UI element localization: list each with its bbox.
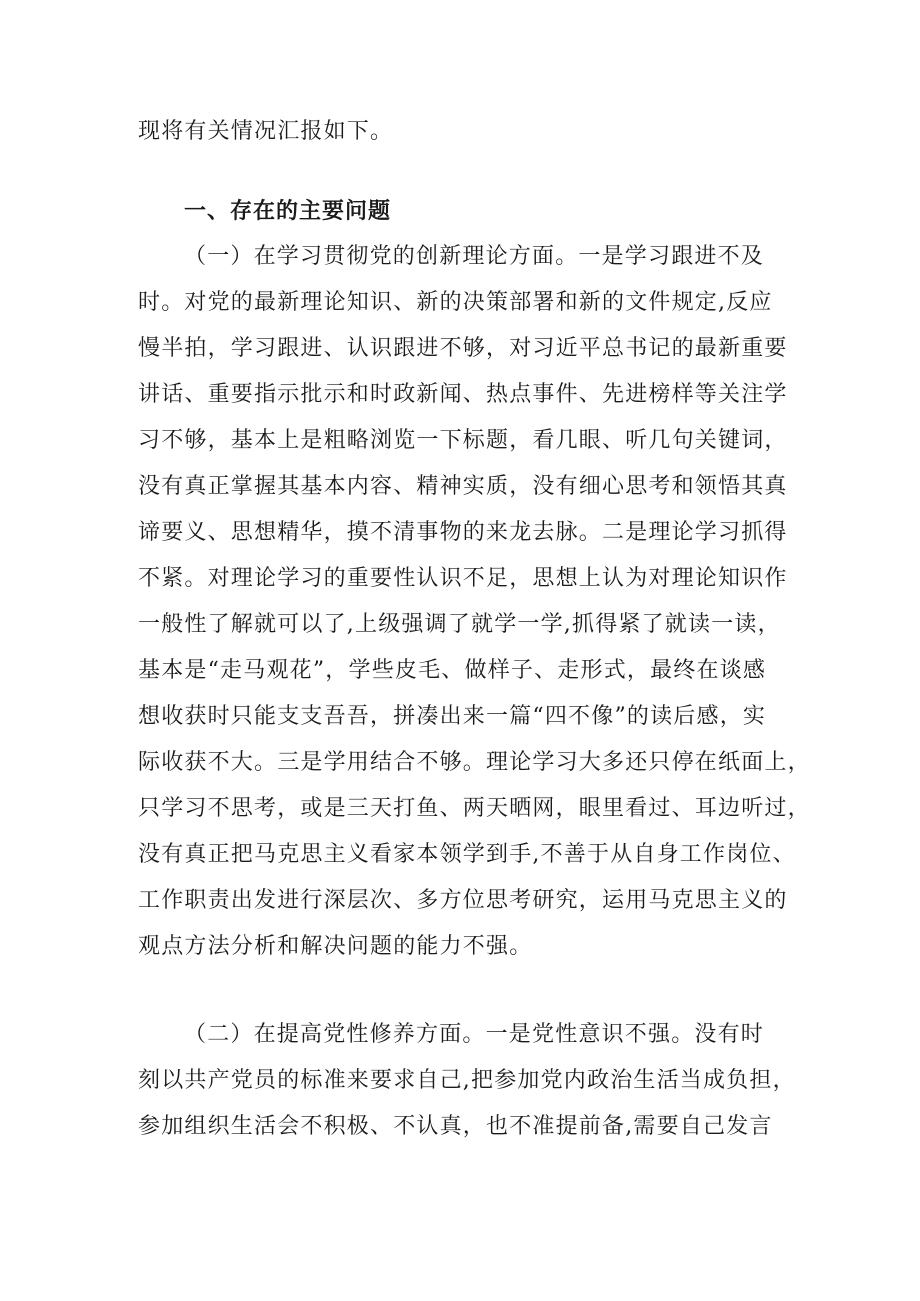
paragraph-line: 没有真正掌握其基本内容、精神实质，没有细心思考和领悟其真	[138, 474, 788, 499]
paragraph-line: 不紧。对理论学习的重要性认识不足，思想上认为对理论知识作	[138, 566, 788, 591]
paragraph-line: 工作职责出发进行深层次、多方位思考研究，运用马克思主义的	[138, 888, 788, 913]
section-heading: 一、存在的主要问题	[184, 199, 392, 224]
paragraph-line: 习不够，基本上是粗略浏览一下标题，看几眼、听几句关键词，	[138, 428, 788, 453]
paragraph-line: （二）在提高党性修养方面。一是党性意识不强。没有时	[184, 1022, 765, 1047]
paragraph-line: 时。对党的最新理论知识、新的决策部署和新的文件规定,反应	[138, 290, 773, 315]
paragraph-line: 参加组织生活会不积极、不认真，也不准提前备,需要自己发言	[138, 1114, 773, 1139]
paragraph-line: 想收获时只能支支吾吾，拼凑出来一篇“四不像”的读后感，实	[138, 704, 767, 729]
paragraph-line: 刻以共产党员的标准来要求自己,把参加党内政治生活当成负担，	[138, 1068, 796, 1093]
paragraph-line: 讲话、重要指示批示和时政新闻、热点事件、先进榜样等关注学	[138, 382, 788, 407]
paragraph-line: 观点方法分析和解决问题的能力不强。	[138, 934, 533, 959]
paragraph-line: 没有真正把马克思主义看家本领学到手,不善于从自身工作岗位、	[138, 842, 796, 867]
paragraph-line: 一般性了解就可以了,上级强调了就学一学,抓得紧了就读一读，	[138, 612, 781, 637]
paragraph-line: 只学习不思考，或是三天打鱼、两天晒网，眼里看过、耳边听过，	[138, 796, 811, 821]
intro-line: 现将有关情况汇报如下。	[138, 119, 394, 144]
paragraph-line: 谛要义、思想精华，摸不清事物的来龙去脉。二是理论学习抓得	[138, 520, 788, 545]
paragraph-line: 际收获不大。三是学用结合不够。理论学习大多还只停在纸面上，	[138, 750, 811, 775]
paragraph-line: 基本是“走马观花”，学些皮毛、做样子、走形式，最终在谈感	[138, 658, 767, 683]
paragraph-line: （一）在学习贯彻党的创新理论方面。一是学习跟进不及	[184, 244, 765, 269]
paragraph-line: 慢半拍，学习跟进、认识跟进不够，对习近平总书记的最新重要	[138, 336, 788, 361]
